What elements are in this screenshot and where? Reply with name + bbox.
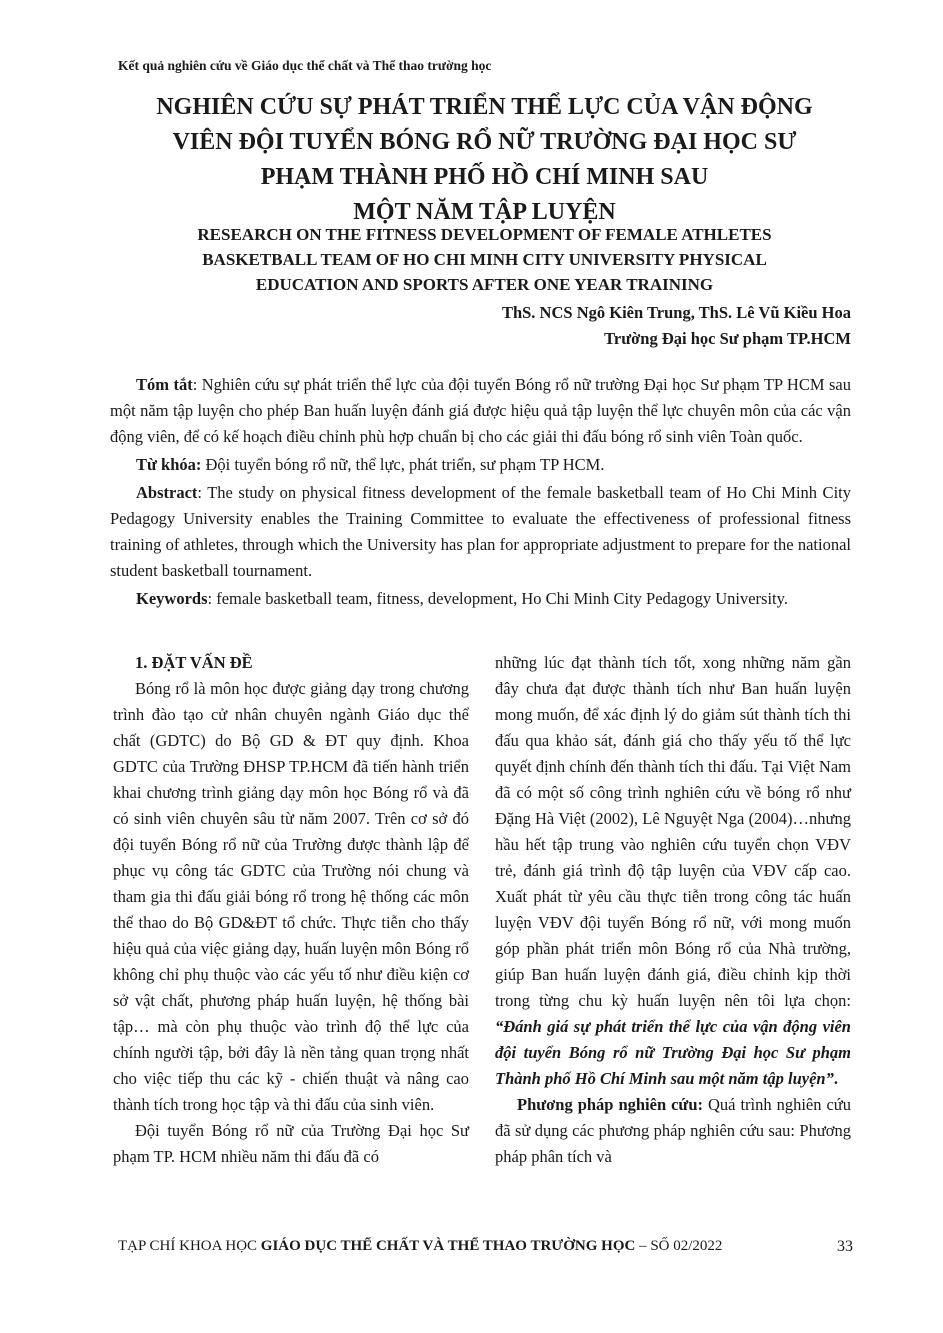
keywords-label: Keywords (136, 589, 208, 608)
journal-name (118, 1238, 722, 1254)
body-paragraph (495, 1092, 851, 1170)
journal-bold: GIÁO DỤC THỂ CHẤT VÀ THỂ THAO TRƯỜNG HỌC (260, 1238, 636, 1254)
body-paragraph: Đội tuyển Bóng rổ nữ của Trường Đại học Sư phạm TP. HCM nhiều năm thi đấu đã có (113, 1121, 469, 1166)
author-block (502, 300, 851, 352)
tukhoa-label: Từ khóa: (136, 455, 202, 474)
journal-prefix: TẠP CHÍ KHOA HỌC (118, 1238, 261, 1254)
title-en-line: RESEARCH ON THE FITNESS DEVELOPMENT OF FEMALE ATHLETES (197, 225, 772, 244)
title-vi-line: PHẠM THÀNH PHỐ HỒ CHÍ MINH SAU (260, 164, 709, 190)
paragraph-end: . (833, 1069, 838, 1088)
page-number: 33 (837, 1238, 853, 1255)
title-english (118, 222, 851, 297)
tomtat-text: : Nghiên cứu sự phát triển thể lực của đội tuyển Bóng rổ nữ trường Đại học Sư phạm TP HCM sau một năm tập luyện cho phép Ban huấn luyện đánh giá được hiệu quả tập luyện thể lực chuyên môn của các vận động viên, để có kế hoạch điều chỉnh phù hợp chuẩn bị cho các giải thi đấu bóng rổ sinh viên Toàn quốc. (110, 375, 851, 446)
title-en-line: EDUCATION AND SPORTS AFTER ONE YEAR TRAINING (255, 275, 714, 294)
journal-issue: – SỐ 02/2022 (635, 1238, 723, 1254)
authors: ThS. NCS Ngô Kiên Trung, ThS. Lê Vũ Kiều Hoa (501, 303, 851, 322)
body-paragraph (495, 650, 851, 1092)
keywords-vi (110, 452, 851, 478)
research-topic-quote: “Đánh giá sự phát triển thể lực của vận động viên đội tuyển Bóng rổ nữ Trường Đại học Sư phạm Thành phố Hồ Chí Minh sau một năm tập luyện” (495, 1017, 851, 1088)
title-vi-line: NGHIÊN CỨU SỰ PHÁT TRIỂN THỂ LỰC CỦA VẬN ĐỘNG (156, 94, 813, 120)
abstract-vi (110, 372, 851, 450)
title-vietnamese (118, 90, 851, 230)
tukhoa-text: Đội tuyển bóng rổ nữ, thể lực, phát triển, sư phạm TP HCM. (201, 455, 605, 474)
methods-label: Phương pháp nghiên cứu: (517, 1095, 704, 1114)
section-heading: 1. ĐẶT VẤN ĐỀ (135, 653, 253, 672)
title-vi-line: MỘT NĂM TẬP LUYỆN (353, 199, 616, 225)
title-vi-line: VIÊN ĐỘI TUYỂN BÓNG RỔ NỮ TRƯỜNG ĐẠI HỌC SƯ (172, 129, 797, 155)
page-footer (118, 1238, 853, 1255)
abstract-text: : The study on physical fitness development of the female basketball team of Ho Chi Minh City Pedagogy University enables the Training Committee to evaluate the effectiveness of professional fitness training of athletes, through which the University has plan for appropriate adjustment to prepare for the national student basketball tournament. (110, 483, 851, 580)
abstract-en (110, 480, 851, 584)
abstract-label: Abstract (136, 483, 198, 502)
title-en-line: BASKETBALL TEAM OF HO CHI MINH CITY UNIVERSITY PHYSICAL (202, 250, 767, 269)
tomtat-label: Tóm tắt (136, 375, 193, 394)
paragraph-text: những lúc đạt thành tích tốt, xong những năm gần đây chưa đạt được thành tích như Ban huấn luyện mong muốn, để xác định lý do giảm sút thành tích thi đấu qua khảo sát, đánh giá cho thấy yếu tố thể lực quyết định chính đến thành tích thi đấu. Tại Việt Nam đã có một số công trình nghiên cứu về bóng rổ như Đặng Hà Việt (2002), Lê Nguyệt Nga (2004)…nhưng hầu hết tập trung vào nghiên cứu tuyển chọn VĐV trẻ, đánh giá trình độ tập luyện của VĐV cấp cao. Xuất phát từ yêu cầu thực tiễn trong công tác huấn luyện VĐV đội tuyển Bóng rổ nữ, với mong muốn góp phần phát triển môn Bóng rổ của Nhà trường, giúp Ban huấn luyện đánh giá, điều chỉnh kịp thời trong từng chu kỳ huấn luyện nên tôi lựa chọn: (495, 653, 851, 1010)
keywords-text: : female basketball team, fitness, development, Ho Chi Minh City Pedagogy University. (207, 589, 788, 608)
body-paragraph: Bóng rổ là môn học được giảng dạy trong chương trình đào tạo cử nhân chuyên ngành Giáo dục thể chất (GDTC) do Bộ GD & ĐT quy định. Khoa GDTC của Trường ĐHSP TP.HCM đã tiến hành triển khai chương trình giảng dạy môn học Bóng rổ và đã có sinh viên chuyên sâu từ năm 2007. Trên cơ sở đó đội tuyển Bóng rổ nữ của Trường được thành lập để phục vụ công tác GDTC của Trường nói chung và tham gia thi đấu giải bóng rổ trong hệ thống các môn thể thao do Bộ GD&ĐT tổ chức. Thực tiễn cho thấy hiệu quả của việc giảng dạy, huấn luyện môn Bóng rổ không chỉ phụ thuộc vào các yếu tố như điều kiện cơ sở vật chất, phương pháp huấn luyện, hệ thống bài tập… mà còn phụ thuộc vào trình độ thể lực của chính người tập, bởi đây là nền tảng quan trọng nhất cho việc tiếp thu các kỹ - chiến thuật và nâng cao thành tích trong học tập và thi đấu của sinh viên. (113, 679, 469, 1114)
right-column (495, 650, 851, 1170)
keywords-en (110, 586, 851, 612)
left-column (113, 650, 469, 1170)
methods-text: Quá trình nghiên cứu đã sử dụng các phương pháp nghiên cứu sau: Phương pháp phân tích và (495, 1095, 851, 1166)
abstract-section (110, 372, 851, 612)
running-head: Kết quả nghiên cứu về Giáo dục thể chất và Thể thao trường học (118, 58, 492, 73)
affiliation: Trường Đại học Sư phạm TP.HCM (604, 329, 851, 348)
